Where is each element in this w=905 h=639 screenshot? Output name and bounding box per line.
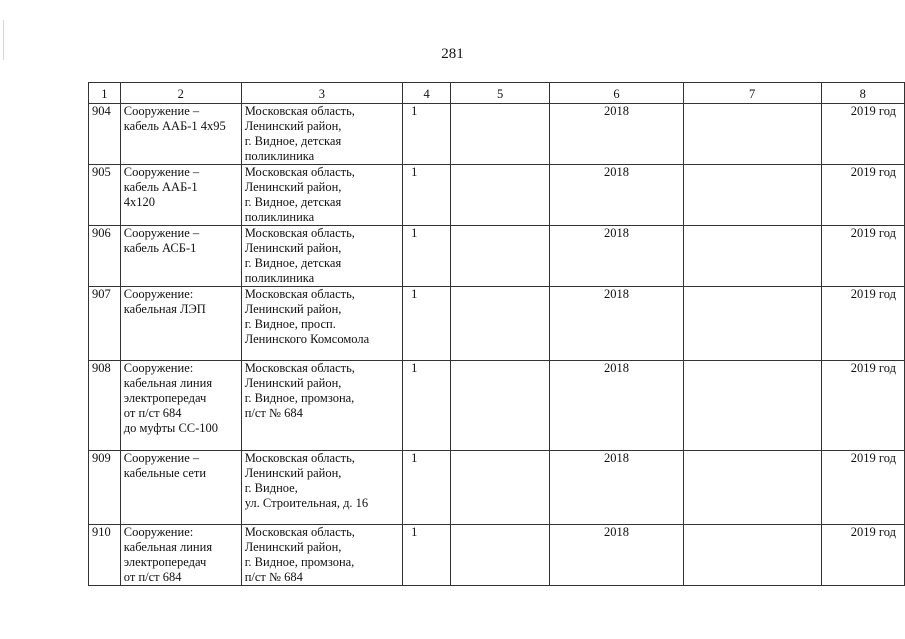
cell-year: 2018 <box>550 361 684 451</box>
cell-address: Московская область, Ленинский район, г. Видное, промзона, п/ст № 684 <box>241 361 402 451</box>
column-header-3: 3 <box>241 83 402 104</box>
column-header-6: 6 <box>550 83 684 104</box>
cell-address: Московская область, Ленинский район, г. Видное, детская поликлиника <box>241 104 402 165</box>
cell-address: Московская область, Ленинский район, г. Видное, детская поликлиника <box>241 165 402 226</box>
cell-col5 <box>451 226 550 287</box>
cell-term: 2019 год <box>821 451 904 525</box>
table-row <box>89 165 905 226</box>
cell-col5 <box>451 287 550 361</box>
column-header-2: 2 <box>120 83 241 104</box>
cell-col7 <box>683 525 821 586</box>
cell-name: Сооружение – кабель ААБ-1 4х95 <box>120 104 241 165</box>
cell-term: 2019 год <box>821 525 904 586</box>
cell-col5 <box>451 165 550 226</box>
cell-number: 908 <box>89 361 121 451</box>
cell-col5 <box>451 361 550 451</box>
cell-quantity: 1 <box>403 226 451 287</box>
cell-quantity: 1 <box>403 361 451 451</box>
cell-term: 2019 год <box>821 165 904 226</box>
cell-quantity: 1 <box>403 104 451 165</box>
cell-number: 904 <box>89 104 121 165</box>
cell-name: Сооружение – кабельные сети <box>120 451 241 525</box>
column-header-1: 1 <box>89 83 121 104</box>
cell-col5 <box>451 451 550 525</box>
cell-address: Московская область, Ленинский район, г. Видное, просп. Ленинского Комсомола <box>241 287 402 361</box>
page-number: 281 <box>441 46 464 62</box>
table-row <box>89 287 905 361</box>
cell-number: 906 <box>89 226 121 287</box>
cell-col5 <box>451 525 550 586</box>
cell-col7 <box>683 451 821 525</box>
cell-year: 2018 <box>550 451 684 525</box>
cell-term: 2019 год <box>821 104 904 165</box>
cell-col7 <box>683 104 821 165</box>
cell-name: Сооружение – кабель ААБ-1 4х120 <box>120 165 241 226</box>
cell-col7 <box>683 165 821 226</box>
table-row <box>89 361 905 451</box>
cell-quantity: 1 <box>403 165 451 226</box>
registry-table <box>88 82 905 586</box>
column-header-7: 7 <box>683 83 821 104</box>
column-header-8: 8 <box>821 83 904 104</box>
cell-year: 2018 <box>550 287 684 361</box>
cell-year: 2018 <box>550 525 684 586</box>
table-row <box>89 104 905 165</box>
table-body <box>89 83 905 586</box>
table-row <box>89 226 905 287</box>
cell-year: 2018 <box>550 165 684 226</box>
cell-address: Московская область, Ленинский район, г. Видное, детская поликлиника <box>241 226 402 287</box>
cell-col5 <box>451 104 550 165</box>
cell-term: 2019 год <box>821 361 904 451</box>
cell-col7 <box>683 226 821 287</box>
cell-term: 2019 год <box>821 226 904 287</box>
table-header-row <box>89 83 905 104</box>
cell-name: Сооружение: кабельная линия электропередач от п/ст 684 <box>120 525 241 586</box>
cell-number: 905 <box>89 165 121 226</box>
cell-address: Московская область, Ленинский район, г. Видное, ул. Строительная, д. 16 <box>241 451 402 525</box>
cell-name: Сооружение: кабельная линия электропередач от п/ст 684 до муфты СС-100 <box>120 361 241 451</box>
table-row <box>89 451 905 525</box>
cell-col7 <box>683 287 821 361</box>
cell-quantity: 1 <box>403 525 451 586</box>
cell-name: Сооружение – кабель АСБ-1 <box>120 226 241 287</box>
table-row <box>89 525 905 586</box>
cell-number: 910 <box>89 525 121 586</box>
cell-quantity: 1 <box>403 451 451 525</box>
cell-col7 <box>683 361 821 451</box>
cell-quantity: 1 <box>403 287 451 361</box>
cell-address: Московская область, Ленинский район, г. Видное, промзона, п/ст № 684 <box>241 525 402 586</box>
column-header-4: 4 <box>403 83 451 104</box>
cell-year: 2018 <box>550 104 684 165</box>
cell-number: 907 <box>89 287 121 361</box>
cell-number: 909 <box>89 451 121 525</box>
cell-year: 2018 <box>550 226 684 287</box>
column-header-5: 5 <box>451 83 550 104</box>
cell-name: Сооружение: кабельная ЛЭП <box>120 287 241 361</box>
cell-term: 2019 год <box>821 287 904 361</box>
